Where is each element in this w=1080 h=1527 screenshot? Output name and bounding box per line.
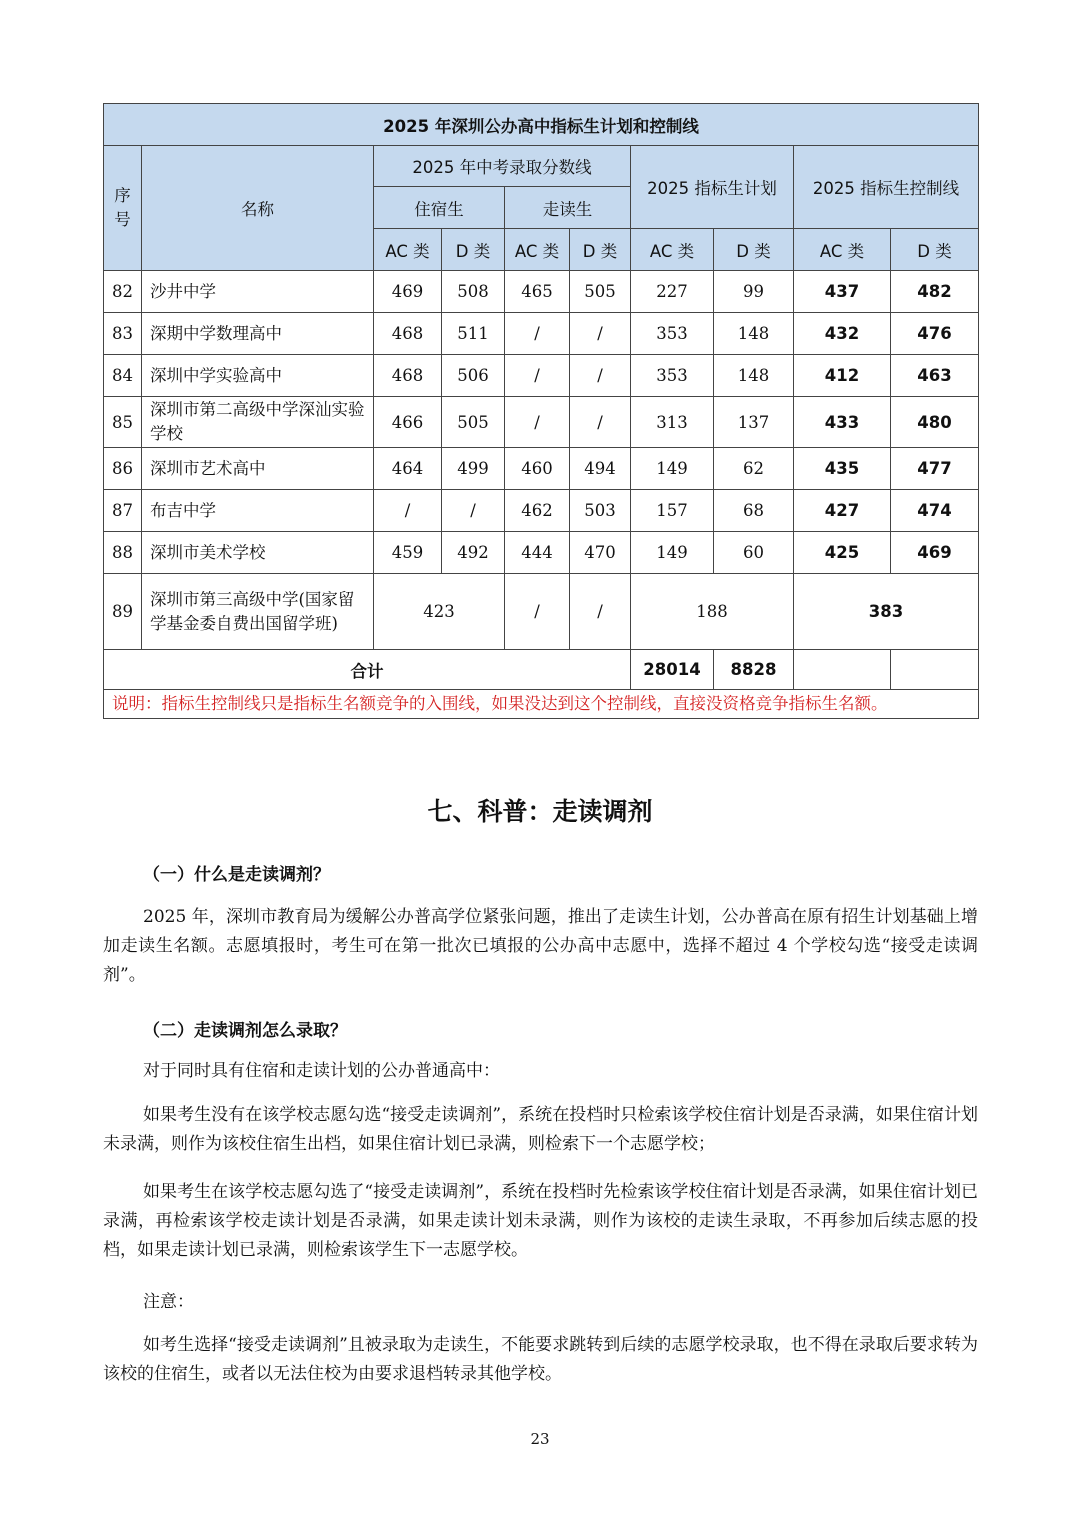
table-row: [104, 490, 979, 532]
row-plan-d: 60: [714, 532, 794, 574]
row-boarding-d: 511: [442, 313, 505, 355]
table-title: 2025 年深圳公办高中指标生计划和控制线: [104, 104, 979, 146]
row-day-d: 505: [570, 271, 631, 313]
row-name: 深圳市美术学校: [142, 532, 374, 574]
row-day-d: /: [570, 574, 631, 650]
row-boarding-d: 506: [442, 355, 505, 397]
row-control-d: 469: [891, 532, 979, 574]
total-label: 合计: [104, 650, 631, 690]
row-day-ac: 444: [505, 532, 570, 574]
table-row: [104, 313, 979, 355]
row-control-d: 476: [891, 313, 979, 355]
row-plan-ac: 353: [631, 313, 714, 355]
paragraph-4: 如果考生在该学校志愿勾选了“接受走读调剂”，系统在投档时先检索该学校住宿计划是否录满，如果住宿计划已录满，再检索该学校走读计划是否录满，如果走读计划未录满，则作为该校的走读生录取，不再参加后续志愿的投档，如果走读计划已录满，则检索该学生下一志愿学校。: [103, 1182, 978, 1260]
row-control-ac: 427: [794, 490, 891, 532]
row-index: 88: [104, 532, 142, 574]
total-row: [104, 650, 979, 690]
row-plan-d: 137: [714, 397, 794, 448]
row-index: 82: [104, 271, 142, 313]
row-control-ac: 412: [794, 355, 891, 397]
table-row: [104, 397, 979, 448]
total-plan-ac: 28014: [631, 650, 714, 690]
header-d: D 类: [570, 229, 631, 271]
row-day-ac: 465: [505, 271, 570, 313]
row-day-d: 503: [570, 490, 631, 532]
row-control: 383: [794, 574, 979, 650]
header-d: D 类: [442, 229, 505, 271]
row-plan-d: 148: [714, 313, 794, 355]
row-name: 深圳市艺术高中: [142, 448, 374, 490]
row-boarding-d: 508: [442, 271, 505, 313]
row-control-d: 474: [891, 490, 979, 532]
header-control: 2025 指标生控制线: [794, 146, 979, 229]
row-day-ac: 462: [505, 490, 570, 532]
row-control-ac: 433: [794, 397, 891, 448]
paragraph-5: 注意：: [143, 1292, 194, 1312]
row-name: 深期中学数理高中: [142, 313, 374, 355]
row-control-ac: 432: [794, 313, 891, 355]
header-d: D 类: [891, 229, 979, 271]
row-control-d: 463: [891, 355, 979, 397]
row-boarding-d: 492: [442, 532, 505, 574]
row-boarding-ac: 468: [374, 355, 442, 397]
row-day-ac: /: [505, 397, 570, 448]
row-day-d: 494: [570, 448, 631, 490]
row-name: 深圳中学实验高中: [142, 355, 374, 397]
row-plan-ac: 313: [631, 397, 714, 448]
row-day-ac: /: [505, 574, 570, 650]
row-boarding-ac: 464: [374, 448, 442, 490]
row-boarding-ac: 466: [374, 397, 442, 448]
row-boarding-ac: 468: [374, 313, 442, 355]
row-boarding-score: 423: [374, 574, 505, 650]
table-row: [104, 532, 979, 574]
row-plan-ac: 149: [631, 448, 714, 490]
subheading-2: （二）走读调剂怎么录取？: [143, 1021, 347, 1041]
header-ac: AC 类: [505, 229, 570, 271]
row-day-d: /: [570, 313, 631, 355]
row-day-ac: /: [505, 355, 570, 397]
header-name: 名称: [142, 146, 374, 271]
row-day-ac: /: [505, 313, 570, 355]
row-index: 87: [104, 490, 142, 532]
row-boarding-d: 505: [442, 397, 505, 448]
row-index: 83: [104, 313, 142, 355]
paragraph-6: 如考生选择“接受走读调剂”且被录取为走读生，不能要求跳转到后续的志愿学校录取，也不得在录取后要求转为该校的住宿生，或者以无法住校为由要求退档转录其他学校。: [103, 1335, 978, 1384]
row-plan-d: 62: [714, 448, 794, 490]
row-day-d: /: [570, 355, 631, 397]
row-name: 沙井中学: [142, 271, 374, 313]
row-name: 布吉中学: [142, 490, 374, 532]
header-boarding: 住宿生: [374, 187, 505, 229]
row-control-d: 482: [891, 271, 979, 313]
header-index: 序号: [104, 146, 142, 271]
row-control-ac: 425: [794, 532, 891, 574]
row-plan-d: 68: [714, 490, 794, 532]
subheading-1: （一）什么是走读调剂？: [143, 865, 330, 885]
paragraph-3: 如果考生没有在该学校志愿勾选“接受走读调剂”，系统在投档时只检索该学校住宿计划是否录满，如果住宿计划未录满，则作为该校住宿生出档，如果住宿计划已录满，则检索下一个志愿学校；: [103, 1105, 978, 1154]
row-control-ac: 437: [794, 271, 891, 313]
table-note: 说明：指标生控制线只是指标生名额竞争的入围线，如果没达到这个控制线，直接没资格竞争指标生名额。: [104, 690, 979, 719]
row-plan-ac: 157: [631, 490, 714, 532]
row-control-ac: 435: [794, 448, 891, 490]
header-plan: 2025 指标生计划: [631, 146, 794, 229]
row-index: 84: [104, 355, 142, 397]
row-plan: 188: [631, 574, 794, 650]
row-plan-d: 99: [714, 271, 794, 313]
section-title: 七、科普：走读调剂: [427, 797, 653, 826]
row-plan-ac: 227: [631, 271, 714, 313]
row-plan-d: 148: [714, 355, 794, 397]
row-index: 89: [104, 574, 142, 650]
table-row: [104, 574, 979, 650]
row-boarding-d: /: [442, 490, 505, 532]
row-index: 85: [104, 397, 142, 448]
row-boarding-ac: 459: [374, 532, 442, 574]
quota-table: [103, 103, 979, 719]
total-plan-d: 8828: [714, 650, 794, 690]
header-day: 走读生: [505, 187, 631, 229]
paragraph-2: 对于同时具有住宿和走读计划的公办普通高中：: [143, 1061, 500, 1081]
row-name: 深圳市第二高级中学深汕实验学校: [142, 397, 374, 448]
row-control-d: 480: [891, 397, 979, 448]
row-boarding-d: 499: [442, 448, 505, 490]
header-d: D 类: [714, 229, 794, 271]
row-plan-ac: 149: [631, 532, 714, 574]
header-ac: AC 类: [631, 229, 714, 271]
row-boarding-ac: /: [374, 490, 442, 532]
total-empty: [794, 650, 891, 690]
page-number: 23: [530, 1430, 550, 1448]
header-ac: AC 类: [374, 229, 442, 271]
header-score-line: 2025 年中考录取分数线: [374, 146, 631, 187]
table-row: [104, 271, 979, 313]
row-day-d: /: [570, 397, 631, 448]
row-day-ac: 460: [505, 448, 570, 490]
total-empty: [891, 650, 979, 690]
header-ac: AC 类: [794, 229, 891, 271]
table-row: [104, 448, 979, 490]
row-control-d: 477: [891, 448, 979, 490]
paragraph-1: 2025 年，深圳市教育局为缓解公办普高学位紧张问题，推出了走读生计划，公办普高在原有招生计划基础上增加走读生名额。志愿填报时，考生可在第一批次已填报的公办高中志愿中，选择不超过 4 个学校勾选“接受走读调剂”。: [103, 907, 978, 985]
row-boarding-ac: 469: [374, 271, 442, 313]
row-name: 深圳市第三高级中学(国家留学基金委自费出国留学班): [142, 574, 374, 650]
row-day-d: 470: [570, 532, 631, 574]
row-index: 86: [104, 448, 142, 490]
row-plan-ac: 353: [631, 355, 714, 397]
table-row: [104, 355, 979, 397]
